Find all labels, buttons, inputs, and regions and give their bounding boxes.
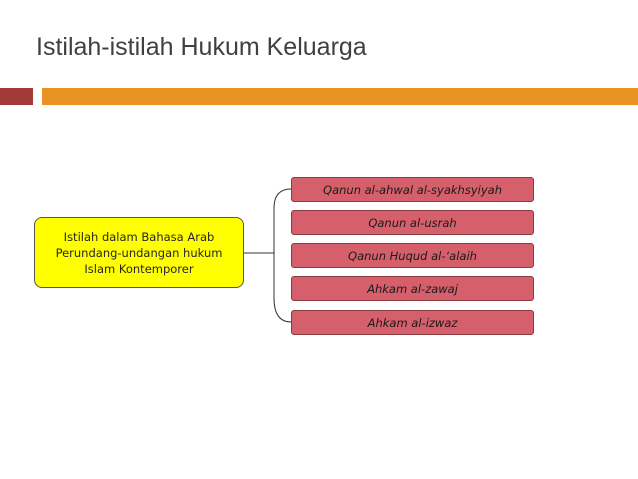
leaf-node: Ahkam al-izwaz	[291, 310, 534, 335]
leaf-node: Ahkam al-zawaj	[291, 276, 534, 301]
leaf-node: Qanun al-ahwal al-syakhsyiyah	[291, 177, 534, 202]
leaf-node: Qanun Huqud al-‘alaih	[291, 243, 534, 268]
root-node	[34, 217, 244, 288]
leaf-node: Qanun al-usrah	[291, 210, 534, 235]
slide-title: Istilah-istilah Hukum Keluarga	[36, 33, 367, 61]
root-line-1: Istilah dalam Bahasa Arab	[63, 229, 215, 244]
root-line-3: Islam Kontemporer	[84, 261, 194, 276]
root-line-2: Perundang-undangan hukum	[55, 245, 223, 260]
bracket-curve	[274, 189, 291, 322]
